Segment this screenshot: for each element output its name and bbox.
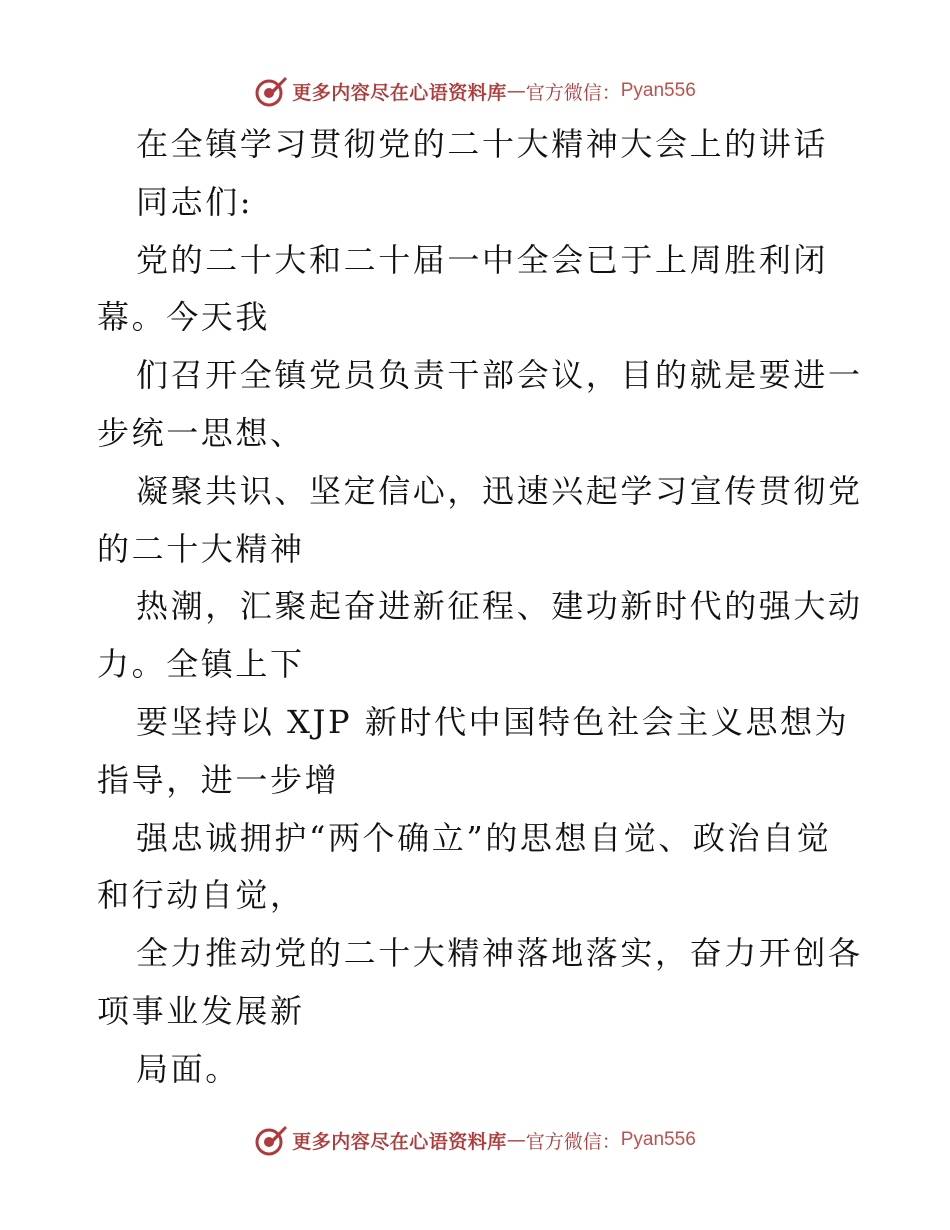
watermark-account-label: 官方微信： bbox=[525, 1130, 621, 1153]
paragraph-line: 凝聚共识、坚定信心，迅速兴起学习宣传贯彻党 bbox=[136, 471, 863, 510]
quill-seal-icon bbox=[254, 74, 288, 108]
paragraph-line: 热潮，汇聚起奋进新征程、建功新时代的强大动 bbox=[136, 587, 863, 626]
watermark-title: 更多内容尽在心语资料库 bbox=[292, 81, 507, 104]
paragraph-line: 强忠诚拥护“两个确立”的思想自觉、政治自觉 bbox=[136, 818, 832, 857]
paragraph-line: 力。全镇上下 bbox=[97, 645, 305, 684]
watermark-account-label: 官方微信： bbox=[525, 81, 621, 104]
watermark-title: 更多内容尽在心语资料库 bbox=[292, 1130, 507, 1153]
paragraph-line: 局面。 bbox=[136, 1049, 240, 1088]
footer-watermark bbox=[0, 1120, 950, 1160]
watermark-dash: — bbox=[506, 80, 526, 102]
watermark-account-id: Pyan556 bbox=[620, 80, 696, 101]
document-title: 在全镇学习贯彻党的二十大精神大会上的讲话 bbox=[136, 125, 829, 163]
paragraph-line: 步统一思想、 bbox=[97, 413, 305, 452]
paragraph-line: 的二十大精神 bbox=[97, 529, 305, 568]
paragraph-line: 幕。今天我 bbox=[97, 298, 271, 337]
paragraph-line: 党的二十大和二十届一中全会已于上周胜利闭 bbox=[136, 240, 829, 279]
paragraph-line: 要坚持以 XJP 新时代中国特色社会主义思想为 bbox=[136, 702, 850, 741]
header-watermark bbox=[0, 71, 950, 111]
paragraph-line: 项事业发展新 bbox=[97, 991, 305, 1030]
watermark-account-id: Pyan556 bbox=[620, 1129, 696, 1150]
paragraph-line: 指导，进一步增 bbox=[97, 760, 340, 799]
paragraph-line: 和行动自觉， bbox=[97, 876, 305, 915]
document-body bbox=[97, 116, 863, 1099]
quill-seal-icon bbox=[254, 1123, 288, 1157]
paragraph-line: 全力推动党的二十大精神落地落实，奋力开创各 bbox=[136, 934, 863, 973]
paragraph-line: 们召开全镇党员负责干部会议，目的就是要进一 bbox=[136, 356, 863, 395]
watermark-dash: — bbox=[506, 1129, 526, 1151]
salutation: 同志们: bbox=[136, 182, 254, 221]
